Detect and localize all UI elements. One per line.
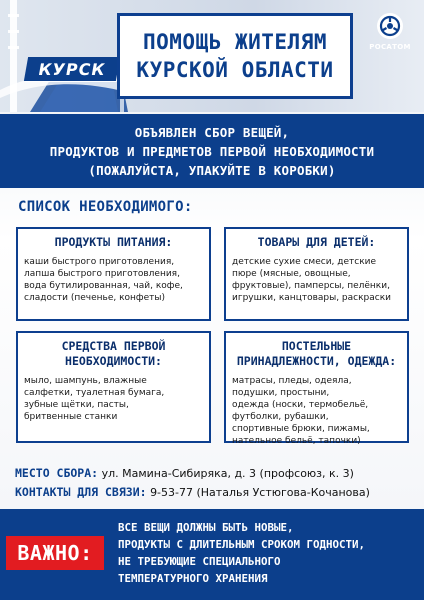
page-title-line-2: КУРСКОЙ ОБЛАСТИ: [136, 58, 334, 82]
list-item: сладости (печенье, конфеты): [24, 293, 165, 303]
list-item: спортивные брюки, пижамы,: [232, 424, 370, 434]
page-title-line-1: ПОМОЩЬ ЖИТЕЛЯМ: [142, 30, 327, 54]
announcement-line-3: (ПОЖАЛУЙСТА, УПАКУЙТЕ В КОРОБКИ): [88, 162, 336, 178]
list-item: зубные щётки, пасты,: [24, 400, 129, 410]
list-heading: СПИСОК НЕОБХОДИМОГО:: [18, 199, 193, 215]
contacts: [15, 484, 415, 501]
list-item: лапша быстрого приготовления,: [24, 269, 180, 279]
list-item: пюре (мясные, овощные,: [232, 269, 351, 279]
rosatom-logo: [364, 12, 416, 72]
section-title: [24, 339, 203, 369]
section-body: [24, 375, 203, 423]
list-item: игрушки, канцтовары, раскраски: [232, 293, 392, 303]
section-title-line: ПРОДУКТЫ ПИТАНИЯ:: [54, 235, 173, 249]
list-item: детские сухие смеси, детские: [232, 257, 377, 267]
section-title-line: ТОВАРЫ ДЛЯ ДЕТЕЙ:: [257, 235, 376, 249]
section-title: [24, 235, 203, 250]
section-title: [232, 235, 401, 250]
important-label: ВАЖНО:: [6, 536, 104, 570]
important-text: [118, 519, 418, 587]
announcement-line-1: ОБЪЯВЛЕН СБОР ВЕЩЕЙ,: [134, 124, 290, 140]
list-item: вода бутилированная, чай, кофе,: [24, 281, 183, 291]
section-children-goods: [224, 227, 409, 321]
list-item: салфетки, туалетная бумага,: [24, 388, 165, 398]
rosatom-logo-icon: [376, 12, 404, 40]
list-item: нательное бельё, тапочки): [232, 436, 361, 446]
list-item: футболки, рубашки,: [232, 412, 329, 422]
section-body: [232, 375, 401, 447]
list-item: мыло, шампунь, влажные: [24, 376, 147, 386]
announcement-line-2: ПРОДУКТОВ И ПРЕДМЕТОВ ПЕРВОЙ НЕОБХОДИМОСТИ: [49, 143, 375, 159]
important-line-4: ТЕМПЕРАТУРНОГО ХРАНЕНИЯ: [118, 572, 268, 585]
contacts-value: 9-53-77 (Наталья Устюгова-Кочанова): [150, 486, 370, 499]
list-item: каши быстрого приготовления,: [24, 257, 175, 267]
title-box: [117, 13, 353, 99]
section-title-line: НЕОБХОДИМОСТИ:: [65, 354, 162, 368]
section-essentials: [16, 331, 211, 443]
announcement-banner: [0, 114, 424, 188]
collection-point-label: МЕСТО СБОРА:: [15, 466, 99, 480]
important-line-2: ПРОДУКТЫ С ДЛИТЕЛЬНЫМ СРОКОМ ГОДНОСТИ,: [118, 538, 366, 551]
collection-point: [15, 465, 415, 482]
section-food: [16, 227, 211, 321]
rosatom-logo-text: РОСАТОМ: [369, 43, 411, 51]
section-title-line: ПРИНАДЛЕЖНОСТИ, ОДЕЖДА:: [236, 354, 397, 368]
list-item: одежда (носки, термобельё,: [232, 400, 369, 410]
list-item: подушки, простыни,: [232, 388, 330, 398]
contacts-label: КОНТАКТЫ ДЛЯ СВЯЗИ:: [15, 485, 147, 499]
section-body: [24, 256, 203, 304]
header: [0, 0, 424, 112]
section-bedding-clothing: [224, 331, 409, 446]
section-body: [232, 256, 401, 304]
list-item: фруктовые), памперсы, пелёнки,: [232, 281, 390, 291]
city-badge: КУРСК: [24, 57, 120, 81]
list-item: бритвенные станки: [24, 412, 118, 422]
important-line-1: ВСЕ ВЕЩИ ДОЛЖНЫ БЫТЬ НОВЫЕ,: [118, 521, 294, 534]
section-title-line: ПОСТЕЛЬНЫЕ: [281, 339, 352, 353]
list-item: матрасы, пледы, одеяла,: [232, 376, 352, 386]
important-line-3: НЕ ТРЕБУЮЩИЕ СПЕЦИАЛЬНОГО: [118, 555, 281, 568]
section-title: [232, 339, 401, 369]
important-banner: [0, 509, 424, 600]
collection-point-address: ул. Мамина-Сибиряка, д. 3 (профсоюз, к. 3): [101, 467, 354, 480]
section-title-line: СРЕДСТВА ПЕРВОЙ: [61, 339, 166, 353]
